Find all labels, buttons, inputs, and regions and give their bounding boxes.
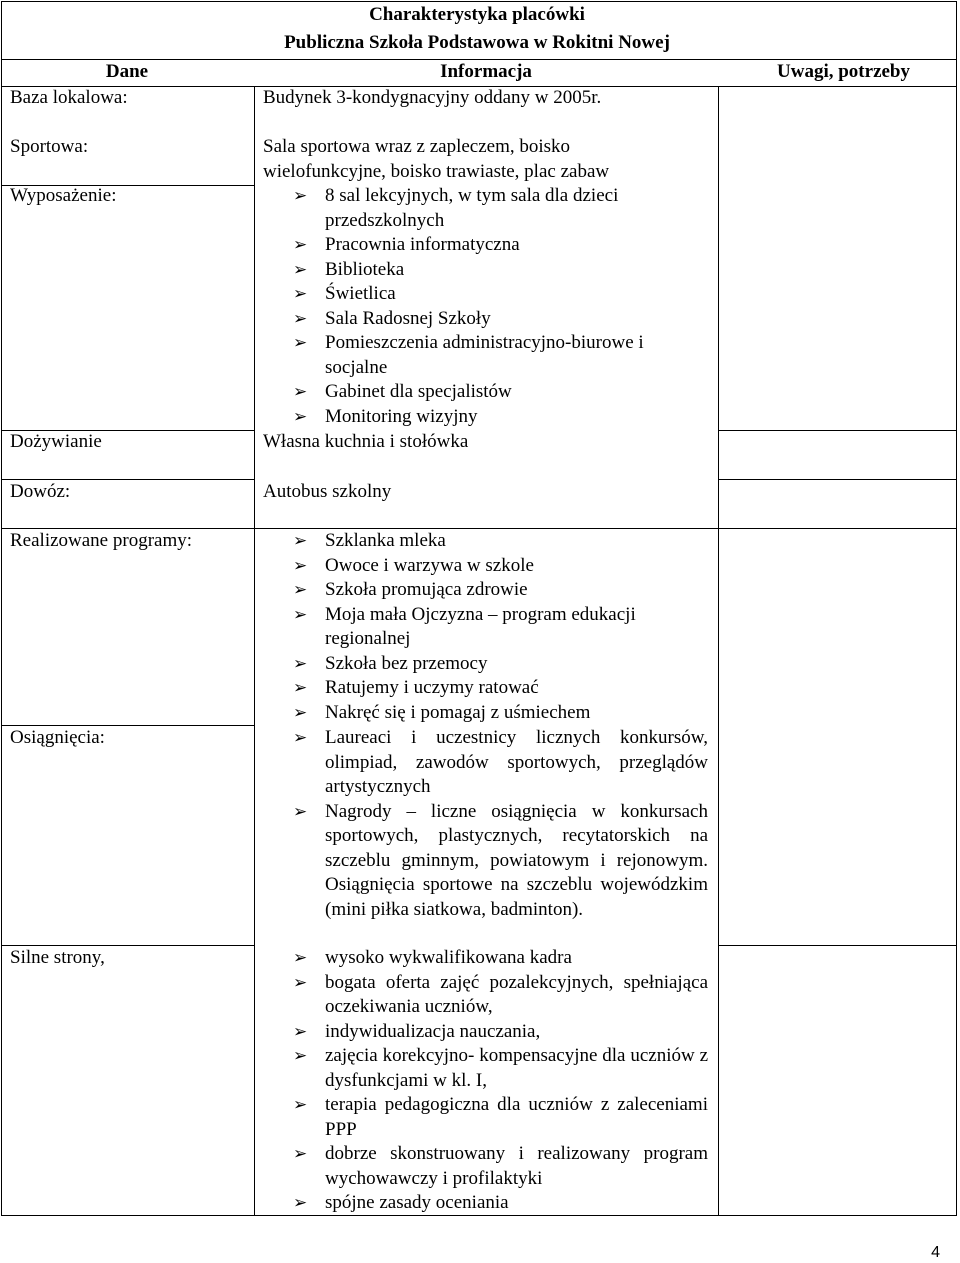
arrowhead-icon: ➢ <box>293 702 308 723</box>
arrowhead-icon: ➢ <box>293 284 308 304</box>
arrowhead-icon: ➢ <box>293 382 308 402</box>
list-item: ➢ Monitoring wizyjny <box>293 405 693 430</box>
arrowhead-icon: ➢ <box>293 1144 308 1164</box>
column-divider <box>254 86 255 1215</box>
list-item: ➢ Szkoła promująca zdrowie <box>293 578 693 603</box>
arrowhead-icon: ➢ <box>293 948 308 968</box>
arrowhead-icon: ➢ <box>293 531 308 551</box>
arrowhead-icon: ➢ <box>293 1193 308 1213</box>
list-item: ➢ Ratujemy i uczymy ratować <box>293 676 693 701</box>
strengths-list <box>293 946 708 1216</box>
list-item: ➢ Świetlica <box>293 282 693 307</box>
arrowhead-icon: ➢ <box>293 972 308 993</box>
column-divider <box>718 86 719 1215</box>
arrowhead-icon: ➢ <box>293 308 308 329</box>
arrowhead-icon: ➢ <box>293 604 308 625</box>
page-number: 4 <box>931 1244 940 1261</box>
arrowhead-icon: ➢ <box>293 1046 308 1066</box>
programs-list <box>293 529 693 725</box>
arrowhead-icon: ➢ <box>293 653 308 674</box>
header-informacja: Informacja <box>440 61 532 82</box>
list-item: ➢ spójne zasady oceniania <box>293 1191 708 1216</box>
info-sportowa-cont: wielofunkcyjne, boisko trawiaste, plac zabaw <box>263 161 610 182</box>
arrowhead-icon: ➢ <box>293 1021 308 1042</box>
list-item: ➢ 8 sal lekcyjnych, w tym sala dla dzieci przedszkolnych <box>293 185 619 231</box>
header-uwagi: Uwagi, potrzeby <box>777 61 910 82</box>
arrowhead-icon: ➢ <box>293 555 308 576</box>
row-divider <box>718 945 956 946</box>
arrowhead-icon: ➢ <box>293 1095 308 1115</box>
list-item: ➢ bogata oferta zajęć pozalekcyjnych, spełniająca oczekiwania uczniów, <box>293 971 708 1017</box>
list-item: ➢ Sala Radosnej Szkoły <box>293 307 693 332</box>
label-programy: Realizowane programy: <box>10 530 193 551</box>
list-item: ➢ indywidualizacja nauczania, <box>293 1020 708 1045</box>
list-item: ➢ Laureaci i uczestnicy licznych konkursów, olimpiad, zawodów sportowych, przeglądów artystycznych <box>293 727 708 797</box>
list-item: ➢ Biblioteka <box>293 258 693 283</box>
label-wyposazenie: Wyposażenie: <box>10 185 117 206</box>
list-item: ➢ Gabinet dla specjalistów <box>293 380 693 405</box>
list-item: ➢ Nagrody – liczne osiągnięcia w konkursach sportowych, plastycznych, recytatorskich na szczeblu gminnym, powiatowym i rejonowym. Osiągnięcia sportowe na szczeblu wojewódzkim (mini piłka siatkowa, badminton). <box>293 800 708 920</box>
info-dozywianie: Własna kuchnia i stołówka <box>263 431 469 452</box>
arrowhead-icon: ➢ <box>293 678 308 698</box>
info-dowoz: Autobus szkolny <box>263 481 392 502</box>
list-item: ➢ Pracownia informatyczna <box>293 233 693 258</box>
arrowhead-icon: ➢ <box>293 333 308 353</box>
arrowhead-icon: ➢ <box>293 186 308 206</box>
header-dane: Dane <box>105 61 149 82</box>
achievements-list <box>293 726 708 922</box>
row-divider <box>718 430 956 431</box>
arrowhead-icon: ➢ <box>293 728 308 748</box>
label-baza: Baza lokalowa: <box>10 87 128 108</box>
label-silne: Silne strony, <box>10 947 105 968</box>
list-item: ➢ Owoce i warzywa w szkole <box>293 554 693 579</box>
arrowhead-icon: ➢ <box>293 580 308 600</box>
list-item: ➢ wysoko wykwalifikowana kadra <box>293 946 708 971</box>
label-dowoz: Dowóz: <box>10 481 71 502</box>
label-sportowa: Sportowa: <box>10 136 89 157</box>
list-item: ➢ zajęcia korekcyjno- kompensacyjne dla uczniów z dysfunkcjami w kl. I, <box>293 1045 708 1091</box>
list-item: ➢ Szklanka mleka <box>293 529 693 554</box>
arrowhead-icon: ➢ <box>293 406 308 427</box>
school-name: Publiczna Szkoła Podstawowa w Rokitni Nowej <box>284 32 670 53</box>
info-sportowa: Sala sportowa wraz z zapleczem, boisko <box>263 136 571 157</box>
list-item: ➢ Pomieszczenia administracyjno-biurowe i socjalne <box>293 332 644 378</box>
label-dozywianie: Dożywianie <box>10 431 102 452</box>
list-item: ➢ Nakręć się i pomagaj z uśmiechem <box>293 701 693 726</box>
list-item: ➢ Moja mała Ojczyzna – program edukacji regionalnej <box>293 603 636 649</box>
arrowhead-icon: ➢ <box>293 235 308 255</box>
list-item: ➢ terapia pedagogiczna dla uczniów z zaleceniami PPP <box>293 1094 708 1140</box>
list-item: ➢ dobrze skonstruowany i realizowany program wychowawczy i profilaktyki <box>293 1143 708 1189</box>
list-item: ➢ Szkoła bez przemocy <box>293 652 693 677</box>
info-baza: Budynek 3-kondygnacyjny oddany w 2005r. <box>263 87 602 108</box>
equipment-list <box>293 184 693 429</box>
table-title: Charakterystyka placówki <box>369 4 585 25</box>
arrowhead-icon: ➢ <box>293 801 308 822</box>
row-divider <box>718 479 956 480</box>
label-osiagniecia: Osiągnięcia: <box>10 727 105 748</box>
arrowhead-icon: ➢ <box>293 259 308 280</box>
